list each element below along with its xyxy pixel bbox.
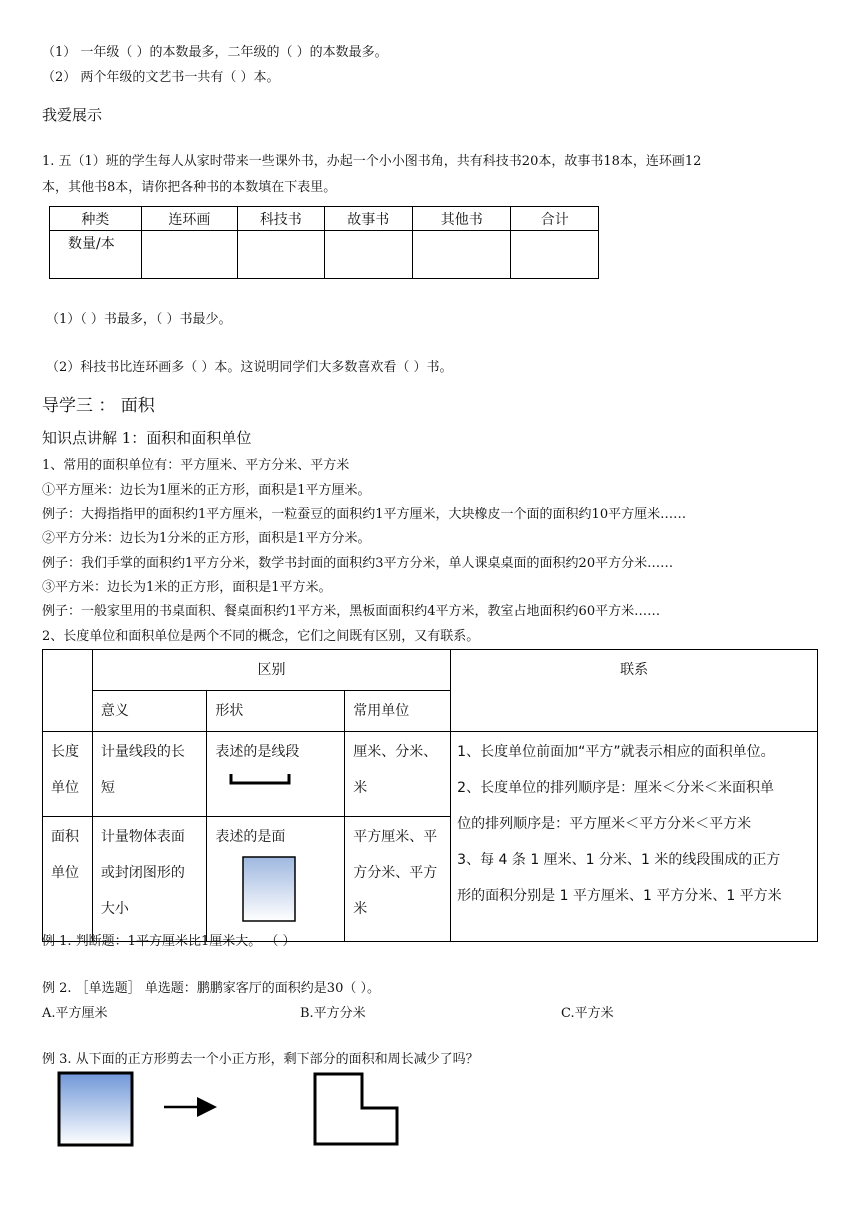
option-b[interactable]: B.平方分米 [300, 1006, 366, 1021]
meaning-line: 或封闭图形的 [100, 865, 185, 881]
table-header-cell: 其他书 [413, 207, 511, 231]
connection-line: 3、每 4 条 1 厘米、1 分米、1 米的线段围成的正方 [457, 852, 781, 868]
original-square [59, 1073, 132, 1145]
header-connection [451, 650, 818, 732]
unit-line: 厘米、分米、 [353, 744, 438, 760]
meaning-line: 大小 [100, 901, 129, 917]
line-segment-figure [215, 770, 295, 800]
unit-line: 方分米、平方 [353, 865, 438, 881]
problem1-text-line2: 本，其他书8本，请你把各种书的本数填在下表里。 [42, 180, 337, 195]
example2: 例 2. ［单选题］ 单选题：鹏鹏家客厅的面积约是30（ ）。 [42, 981, 380, 996]
connection-line: 位的排列顺序是：平方厘米＜平方分米＜平方米 [457, 816, 752, 832]
row-label-quantity: 数量/本 [50, 231, 142, 279]
rectangle-face-figure [215, 855, 315, 925]
knowledge-line: 例子：一般家里用的书桌面积、餐桌面积约1平方米，黑板面面积约4平方米，教室占地面积约60平方米…… [42, 604, 661, 619]
cut-square-figure [50, 1068, 410, 1152]
answer-cell[interactable] [238, 231, 325, 279]
table-header-cell: 连环画 [141, 207, 237, 231]
knowledge-line: 1、常用的面积单位有：平方厘米、平方分米、平方米 [42, 458, 350, 473]
label-line: 长度 [51, 744, 79, 760]
header-connection-label: 联系 [620, 662, 649, 678]
connection-line: 1、长度单位前面加“平方”就表示相应的面积单位。 [457, 744, 775, 760]
length-unit-label [43, 732, 93, 817]
knowledge-line: 2、长度单位和面积单位是两个不同的概念，它们之间既有区别，又有联系。 [42, 629, 480, 644]
header-common-units: 常用单位 [345, 691, 451, 732]
answer-cell[interactable] [141, 231, 237, 279]
area-units [345, 817, 451, 942]
remaining-shape [315, 1074, 397, 1144]
unit-line: 米 [353, 901, 368, 917]
answer-cell[interactable] [324, 231, 412, 279]
knowledge-line: 例子：我们手掌的面积约1平方分米，数学书封面的面积约3平方分米，单人课桌桌面的面积约20平方分米…… [42, 556, 674, 571]
problem1-question1: （1）（ ）书最多，（ ）书最少。 [46, 312, 232, 327]
shape-caption: 表述的是面 [215, 829, 286, 845]
knowledge-line: ①平方厘米：边长为1厘米的正方形，面积是1平方厘米。 [42, 483, 371, 498]
knowledge-line: 例子：大拇指指甲的面积约1平方厘米，一粒蚕豆的面积约1平方厘米，大块橡皮一个面的面积约10平方厘米…… [42, 507, 687, 522]
option-a[interactable]: A.平方厘米 [42, 1006, 108, 1021]
table-header-cell: 合计 [511, 207, 599, 231]
label-line: 单位 [51, 865, 79, 881]
table-header-cell: 种类 [50, 207, 142, 231]
example1: 例 1. 判断题：1平方厘米比1厘米大。 （ ） [42, 934, 296, 949]
question-line-2: （2） 两个年级的文艺书一共有（ ）本。 [42, 70, 280, 85]
area-shape [207, 817, 345, 942]
label-line: 单位 [51, 780, 79, 796]
meaning-line: 计量线段的长 [100, 744, 185, 760]
length-shape [207, 732, 345, 817]
header-meaning: 意义 [92, 691, 206, 732]
option-c[interactable]: C.平方米 [561, 1006, 614, 1021]
knowledge-line: ③平方米：边长为1米的正方形，面积是1平方米。 [42, 580, 332, 595]
section-heading-show: 我爱展示 [42, 106, 103, 124]
connection-line: 2、长度单位的排列顺序是：厘米＜分米＜米面积单 [457, 780, 775, 796]
question-line-1: （1） 一年级（ ）的本数最多，二年级的（ ）的本数最多。 [42, 45, 388, 60]
area-unit-label [43, 817, 93, 942]
book-count-table [49, 206, 599, 279]
area-meaning [92, 817, 206, 942]
meaning-line: 计量物体表面 [100, 829, 185, 845]
problem1-text-line1: 1. 五（1）班的学生每人从家时带来一些课外书，办起一个小小图书角，共有科技书20本，故事书18本，连环画12 [42, 154, 702, 169]
table-corner-cell [43, 650, 93, 732]
knowledge-line: ②平方分米：边长为1分米的正方形，面积是1平方分米。 [42, 531, 371, 546]
length-units [345, 732, 451, 817]
answer-cell[interactable] [511, 231, 599, 279]
table-header-cell: 故事书 [324, 207, 412, 231]
connection-line: 形的面积分别是 1 平方厘米、1 平方分米、1 平方米 [457, 888, 782, 904]
header-shape: 形状 [207, 691, 345, 732]
table-header-cell: 科技书 [238, 207, 325, 231]
unit-line: 米 [353, 780, 368, 796]
unit-comparison-table [42, 649, 818, 942]
shape-caption: 表述的是线段 [215, 744, 300, 760]
header-difference: 区别 [92, 650, 450, 691]
example3: 例 3. 从下面的正方形剪去一个小正方形，剩下部分的面积和周长减少了吗？ [42, 1052, 479, 1067]
connection-text [451, 732, 818, 942]
answer-cell[interactable] [413, 231, 511, 279]
problem1-question2: （2）科技书比连环画多（ ）本。这说明同学们大多数喜欢看（ ）书。 [46, 360, 453, 375]
guide3-title: 导学三 ： 面积 [42, 396, 155, 416]
label-line: 面积 [51, 829, 79, 845]
knowledge-title: 知识点讲解 1：面积和面积单位 [42, 429, 252, 447]
meaning-line: 短 [100, 780, 115, 796]
length-meaning [92, 732, 206, 817]
unit-line: 平方厘米、平 [353, 829, 438, 845]
